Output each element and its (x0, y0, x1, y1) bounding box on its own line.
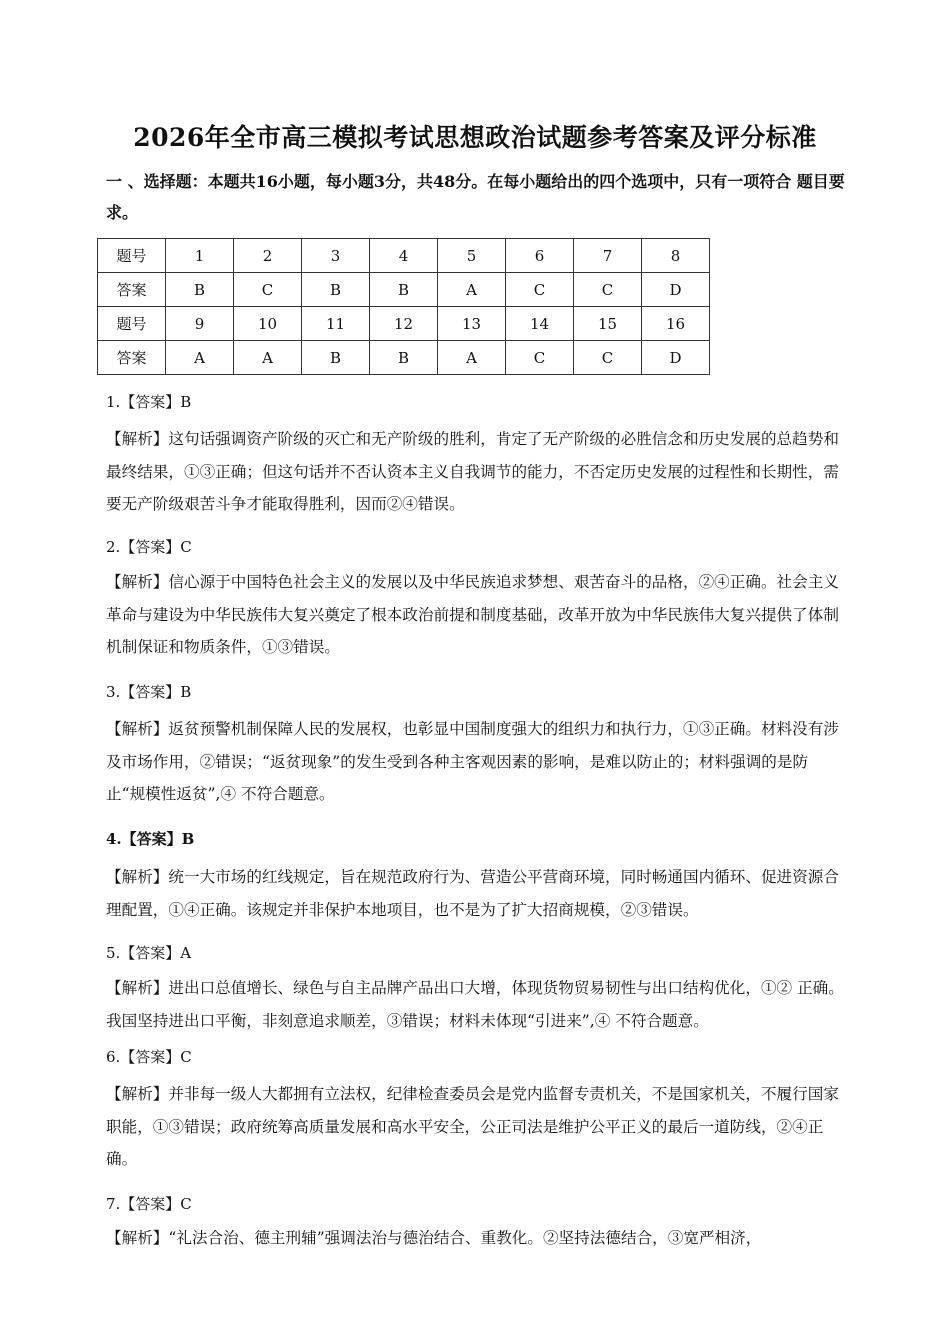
answer-table-row (98, 239, 710, 273)
answer-table-cell: 8 (642, 239, 710, 273)
answer-label-1: 1.【答案】B (106, 393, 192, 411)
answer-table-cell: B (302, 273, 370, 307)
section-heading: 一 、选择题：本题共16小题，每小题3分，共48分。在每小题给出的四个选项中，只有一项符合 题目要求。 (106, 172, 845, 222)
answer-label-4: 4.【答案】B (106, 830, 195, 848)
answer-table-row (98, 273, 710, 307)
answer-table-cell: 3 (302, 239, 370, 273)
explanation-2: 【解析】信心源于中国特色社会主义的发展以及中华民族追求梦想、艰苦奋斗的品格，②④正确。社会主义革命与建设为中华民族伟大复兴奠定了根本政治前提和制度基础，改革开放为中华民族伟大复兴提供了体制机制保证和物质条件，①③错误。 (106, 573, 839, 656)
answer-table-cell: B (166, 273, 234, 307)
answer-table-cell: 4 (370, 239, 438, 273)
answer-table-row (98, 341, 710, 375)
explanation-5: 【解析】进出口总值增长、绿色与自主品牌产品出口大增，体现货物贸易韧性与出口结构优化，①② 正确。我国坚持进出口平衡，非刻意追求顺差，③错误；材料未体现“引进来”,④ 不符合题意。 (106, 979, 844, 1030)
answer-table-cell: A (438, 341, 506, 375)
answer-table-row-header: 题号 (98, 239, 166, 273)
answer-table-cell: 15 (574, 307, 642, 341)
answer-table-cell: C (506, 341, 574, 375)
explanation-3: 【解析】返贫预警机制保障人民的发展权，也彰显中国制度强大的组织力和执行力，①③正确。材料没有涉及市场作用，②错误；“返贫现象”的发生受到各种主客观因素的影响，是难以防止的；材料强调的是防止“规模性返贫”,④ 不符合题意。 (106, 720, 839, 803)
answer-table-cell: C (234, 273, 302, 307)
answer-table-cell: B (302, 341, 370, 375)
explanation-7: 【解析】“礼法合治、德主刑辅”强调法治与德治结合、重教化。②坚持法德结合，③宽严相济， (106, 1229, 762, 1247)
answer-table-cell: 5 (438, 239, 506, 273)
answer-table-cell: D (642, 341, 710, 375)
answer-label-5: 5.【答案】A (106, 944, 192, 962)
answer-table-cell: A (234, 341, 302, 375)
answer-table-cell: C (574, 273, 642, 307)
page-title: 2026年全市高三模拟考试思想政治试题参考答案及评分标准 (133, 123, 817, 152)
explanation-1: 【解析】这句话强调资产阶级的灭亡和无产阶级的胜利，肯定了无产阶级的必胜信念和历史发展的总趋势和最终结果，①③正确；但这句话并不否认资本主义自我调节的能力，不否定历史发展的过程性和长期性，需要无产阶级艰苦斗争才能取得胜利，因而②④错误。 (106, 430, 839, 513)
answer-table-cell: 9 (166, 307, 234, 341)
answer-table-cell: B (370, 341, 438, 375)
answer-table-cell: 13 (438, 307, 506, 341)
answer-table-cell: C (506, 273, 574, 307)
answer-table-cell: 16 (642, 307, 710, 341)
answer-table-row-header: 答案 (98, 341, 166, 375)
answer-table-cell: 14 (506, 307, 574, 341)
answer-table-row-header: 题号 (98, 307, 166, 341)
answer-table-cell: A (438, 273, 506, 307)
answer-label-7: 7.【答案】C (106, 1195, 192, 1213)
answer-table-cell: 2 (234, 239, 302, 273)
answer-table (97, 238, 710, 375)
answer-table-cell: A (166, 341, 234, 375)
explanation-4: 【解析】统一大市场的红线规定，旨在规范政府行为、营造公平营商环境，同时畅通国内循环、促进资源合理配置，①④正确。该规定并非保护本地项目，也不是为了扩大招商规模，②③错误。 (106, 868, 839, 919)
explanation-6: 【解析】并非每一级人大都拥有立法权，纪律检查委员会是党内监督专责机关，不是国家机关，不履行国家职能，①③错误；政府统筹高质量发展和高水平安全，公正司法是维护公平正义的最后一道防线，②④正确。 (106, 1085, 839, 1168)
answer-table-cell: 1 (166, 239, 234, 273)
answer-table-row (98, 307, 710, 341)
answer-table-cell: 11 (302, 307, 370, 341)
answer-table-cell: D (642, 273, 710, 307)
answer-label-3: 3.【答案】B (106, 683, 192, 701)
answer-table-cell: 7 (574, 239, 642, 273)
answer-table-cell: C (574, 341, 642, 375)
answer-table-row-header: 答案 (98, 273, 166, 307)
answer-table-cell: 12 (370, 307, 438, 341)
answer-table-cell: 6 (506, 239, 574, 273)
answer-label-6: 6.【答案】C (106, 1048, 192, 1066)
answer-table-cell: 10 (234, 307, 302, 341)
answer-table-cell: B (370, 273, 438, 307)
answer-label-2: 2.【答案】C (106, 538, 192, 556)
